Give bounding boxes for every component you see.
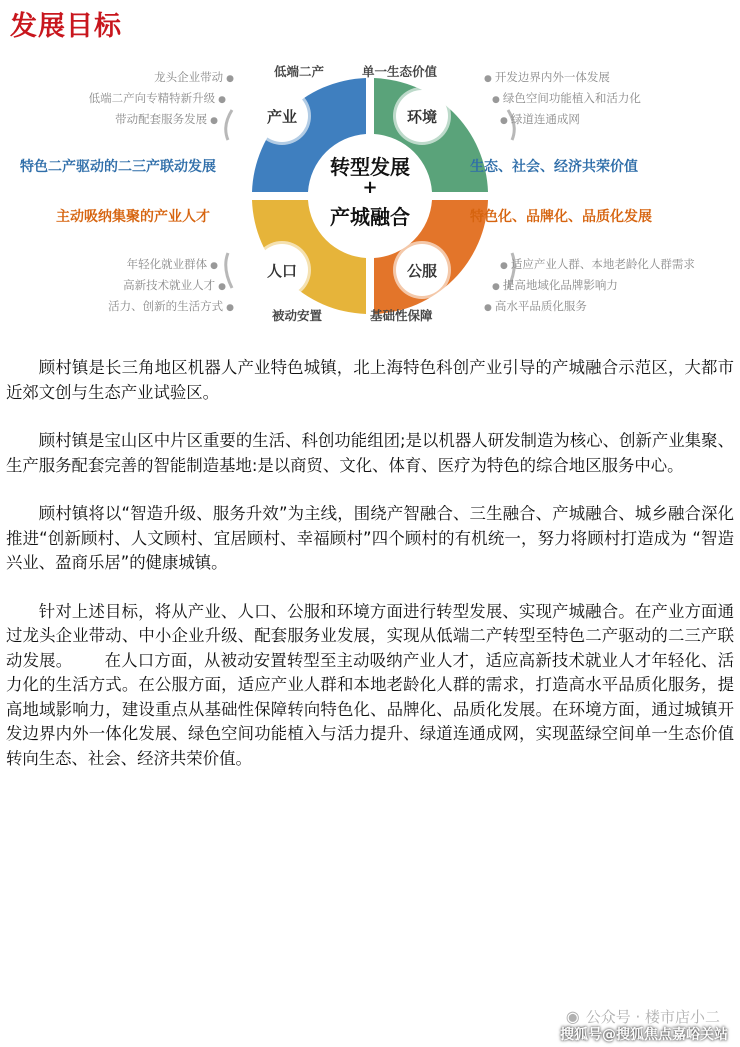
right-item-3: ● 绿道连通成网 (500, 112, 580, 126)
top-left-label: 低端二产 (274, 64, 325, 79)
paragraph-4: 针对上述目标，将从产业、人口、公服和环境方面进行转型发展、实现产城融合。在产业方面通过龙头企业带动、中小企业升级、配套服务业发展，实现从低端二产转型至特色二产驱动的二三产联动发展。 在人口方面，从被动安置转型至主动吸纳产业人才，适应高新技术就业人才年轻化、活力化的生活方式。在公服方面，适应产业人群和本地老龄化人群的需求，打造高水平品质化服务，提高地域影响力，建设重点从基础性保障转向特色化、品牌化、品质化发展。在环境方面，通过城镇开发边界内外一体化发展、绿色空间功能植入与活力提升、绿道连通成网，实现蓝绿空间单一生态价值转向生态、社会、经济共荣价值。 (6, 601, 734, 768)
paragraph-1: 顾村镇是长三角地区机器人产业特色城镇，北上海特色科创产业引导的产城融合示范区，大都市近郊文创与生态产业试验区。 (6, 358, 734, 402)
left-item-1: 龙头企业带动 ● (154, 70, 234, 84)
left-bottom-item-2: 高新技术就业人才 ● (123, 278, 226, 292)
right-item-2: ● 绿色空间功能植入和活力化 (492, 91, 641, 105)
bottom-right-label: 基础性保障 (370, 308, 433, 323)
center-line-2: 产城融合 (330, 205, 410, 229)
right-bottom-item-3: ● 高水平品质化服务 (484, 299, 587, 313)
left-goal-1: 特色二产驱动的二三产联动发展 (20, 159, 216, 175)
left-item-2: 低端二产向专精特新升级 ● (88, 91, 226, 105)
source-credit: 搜狐号@搜狐焦点嘉峪关站 (560, 1027, 728, 1043)
right-item-1: ● 开发边界内外一体发展 (484, 70, 610, 84)
bottom-left-label: 被动安置 (272, 308, 323, 323)
transformation-diagram (0, 48, 740, 338)
right-bottom-item-2: ● 提高地域化品牌影响力 (492, 278, 618, 292)
label-environment: 环境 (396, 90, 448, 142)
right-goal-2: 特色化、品牌化、品质化发展 (470, 209, 652, 225)
left-goal-2: 主动吸纳集聚的产业人才 (56, 209, 210, 225)
right-goal-1: 生态、社会、经济共荣价值 (470, 159, 638, 175)
page-title: 发展目标 (10, 11, 122, 42)
watermark: ◉ 公众号 · 楼市店小二 (565, 1007, 720, 1026)
center-line-1: 转型发展 (330, 155, 410, 179)
paragraph-3: 顾村镇将以“智造升级、服务升效”为主线，围绕产智融合、三生融合、产城融合、城乡融合深化推进“创新顾村、人文顾村、宜居顾村、幸福顾村”四个顾村的有机统一，努力将顾村打造成为 “智造兴业、盈商乐居”的健康城镇。 (6, 504, 734, 572)
label-public-service: 公服 (396, 244, 448, 296)
left-bottom-item-1: 年轻化就业群体 ● (126, 257, 218, 271)
label-population: 人口 (256, 244, 308, 296)
center-plus: + (362, 177, 378, 198)
top-right-label: 单一生态价值 (362, 64, 438, 79)
left-bottom-item-3: 活力、创新的生活方式 ● (108, 299, 234, 313)
body-text (6, 356, 734, 795)
right-bottom-item-1: ● 适应产业人群、本地老龄化人群需求 (500, 257, 695, 271)
paragraph-2: 顾村镇是宝山区中片区重要的生活、科创功能组团;是以机器人研发制造为核心、创新产业集聚、生产服务配套完善的智能制造基地:是以商贸、文化、体育、医疗为特色的综合地区服务中心。 (6, 431, 734, 475)
left-item-3: 带动配套服务发展 ● (115, 112, 218, 126)
label-industry: 产业 (256, 90, 308, 142)
wechat-icon: ◉ (565, 1007, 580, 1026)
